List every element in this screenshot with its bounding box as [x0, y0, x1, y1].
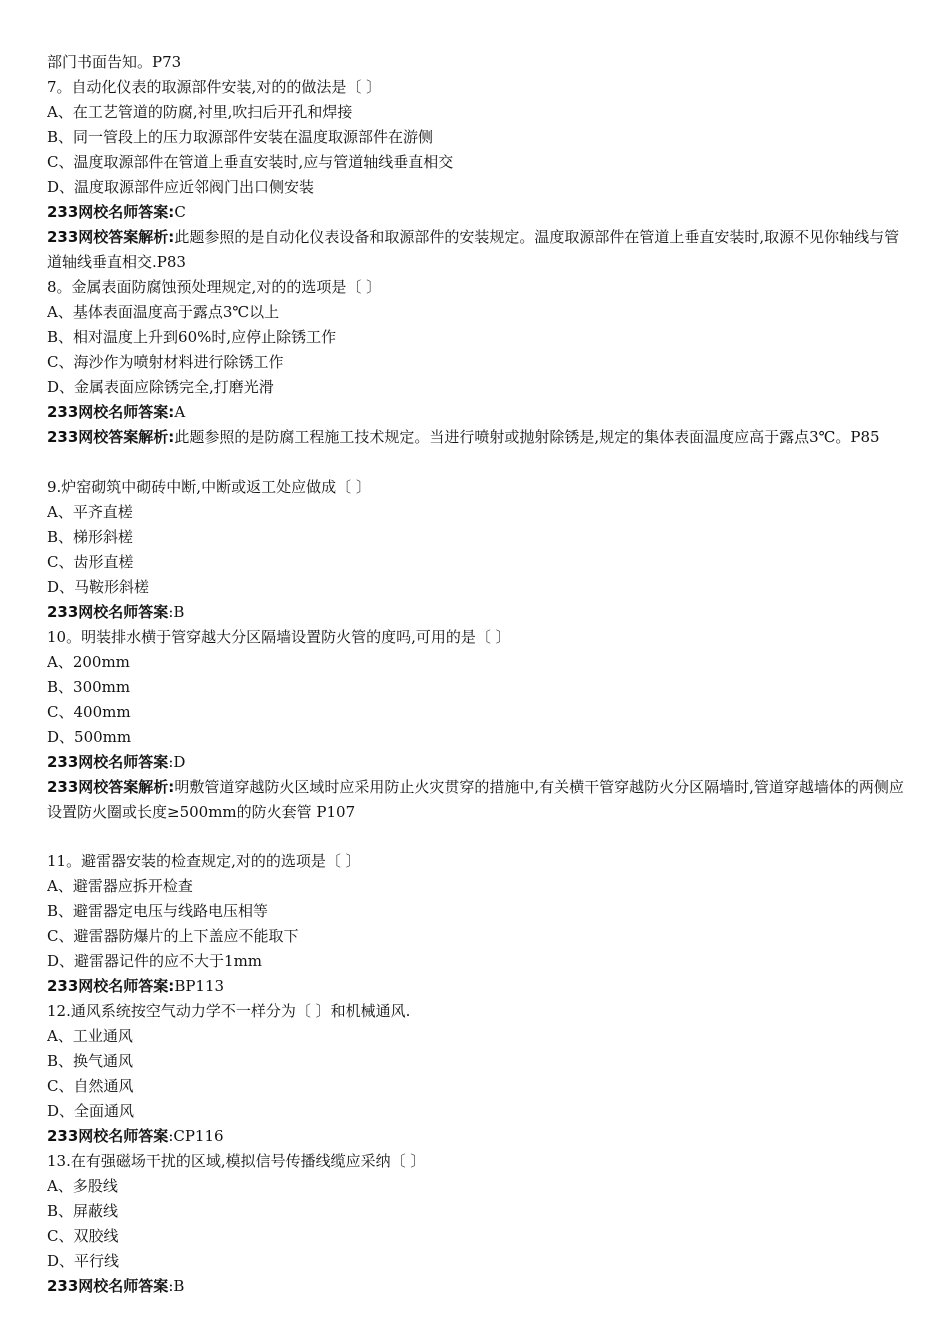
- analysis-text: 此题参照的是自动化仪表设备和取源部件的安装规定。温度取源部件在管道上垂直安装时,取源不见你轴线与管道轴线垂直相交.P83: [47, 228, 900, 271]
- option-b: B、同一管段上的压力取源部件安装在温度取源部件在游侧: [47, 128, 434, 146]
- option-a: A、多股线: [47, 1177, 118, 1195]
- answer-line: [47, 600, 909, 625]
- option-a: A、在工艺管道的防腐,衬里,吹扫后开孔和焊接: [47, 103, 353, 121]
- answer-label: 233网校名师答案: [47, 1277, 169, 1295]
- analysis-block: [47, 775, 909, 825]
- answer-line: [47, 1274, 909, 1299]
- question-11: 11。避雷器安装的检查规定,对的的选项是〔 〕: [47, 852, 361, 870]
- answer-value: A: [174, 403, 186, 421]
- option-c: C、海沙作为喷射材料进行除锈工作: [47, 353, 284, 371]
- analysis-label: 233网校答案解析:: [47, 228, 175, 246]
- option-d: D、避雷器记件的应不大于1mm: [47, 952, 263, 970]
- answer-line: [47, 400, 909, 425]
- text-line: 部门书面告知。P73: [47, 53, 182, 71]
- analysis-label: 233网校答案解析:: [47, 428, 175, 446]
- answer-label: 233网校名师答案:: [47, 203, 175, 221]
- option-b: B、相对温度上升到60%时,应停止除锈工作: [47, 328, 337, 346]
- option-b: B、换气通风: [47, 1052, 134, 1070]
- answer-value: :CP116: [168, 1127, 224, 1145]
- option-a: A、避雷器应拆开检查: [47, 877, 193, 895]
- option-d: D、全面通风: [47, 1102, 135, 1120]
- question-9: 9.炉窑砌筑中砌砖中断,中断或返工处应做成〔 〕: [47, 478, 371, 496]
- option-c: C、温度取源部件在管道上垂直安装时,应与管道轴线垂直相交: [47, 153, 454, 171]
- answer-line: [47, 1124, 909, 1149]
- option-c: C、自然通风: [47, 1077, 134, 1095]
- option-d: D、平行线: [47, 1252, 120, 1270]
- analysis-text: 明敷管道穿越防火区域时应采用防止火灾贯穿的措施中,有关横干管穿越防火分区隔墙时,管道穿越墙体的两侧应设置防火圈或长度≥500mm的防火套管 P107: [47, 778, 904, 821]
- question-12: 12.通风系统按空气动力学不一样分为〔 〕和机械通风.: [47, 1002, 411, 1020]
- analysis-text: 此题参照的是防腐工程施工技术规定。当进行喷射或抛射除锈是,规定的集体表面温度应高于露点3℃。P85: [174, 428, 880, 446]
- option-c: C、400mm: [47, 703, 131, 721]
- answer-label: 233网校名师答案: [47, 1127, 169, 1145]
- analysis-block: [47, 425, 909, 450]
- option-b: B、梯形斜槎: [47, 528, 134, 546]
- answer-line: [47, 974, 909, 999]
- option-b: B、避雷器定电压与线路电压相等: [47, 902, 269, 920]
- question-10: 10。明装排水横于管穿越大分区隔墙设置防火管的度吗,可用的是〔 〕: [47, 628, 511, 646]
- option-c: C、齿形直槎: [47, 553, 134, 571]
- option-a: A、平齐直槎: [47, 503, 133, 521]
- question-8: 8。金属表面防腐蚀预处理规定,对的的选项是〔 〕: [47, 278, 382, 296]
- answer-label: 233网校名师答案:: [47, 403, 175, 421]
- option-a: A、200mm: [47, 653, 130, 671]
- option-d: D、温度取源部件应近邻阀门出口侧安装: [47, 178, 315, 196]
- option-b: B、屏蔽线: [47, 1202, 119, 1220]
- option-b: B、300mm: [47, 678, 131, 696]
- answer-label: 233网校名师答案:: [47, 977, 175, 995]
- answer-label: 233网校名师答案: [47, 753, 169, 771]
- option-c: C、避雷器防爆片的上下盖应不能取下: [47, 927, 299, 945]
- analysis-label: 233网校答案解析:: [47, 778, 175, 796]
- option-d: D、金属表面应除锈完全,打磨光滑: [47, 378, 274, 396]
- option-a: A、基体表面温度高于露点3℃以上: [47, 303, 280, 321]
- answer-value: :B: [168, 1277, 185, 1295]
- option-c: C、双胶线: [47, 1227, 119, 1245]
- answer-value: BP113: [174, 977, 225, 995]
- answer-value: :D: [168, 753, 186, 771]
- answer-label: 233网校名师答案: [47, 603, 169, 621]
- answer-value: :B: [168, 603, 185, 621]
- question-13: 13.在有强磁场干扰的区域,模拟信号传播线缆应采纳〔 〕: [47, 1152, 426, 1170]
- option-a: A、工业通风: [47, 1027, 133, 1045]
- option-d: D、马鞍形斜槎: [47, 578, 150, 596]
- option-d: D、500mm: [47, 728, 132, 746]
- answer-line: [47, 200, 909, 225]
- answer-line: [47, 750, 909, 775]
- answer-value: C: [174, 203, 186, 221]
- question-7: 7。自动化仪表的取源部件安装,对的的做法是〔 〕: [47, 78, 382, 96]
- analysis-block: [47, 225, 909, 275]
